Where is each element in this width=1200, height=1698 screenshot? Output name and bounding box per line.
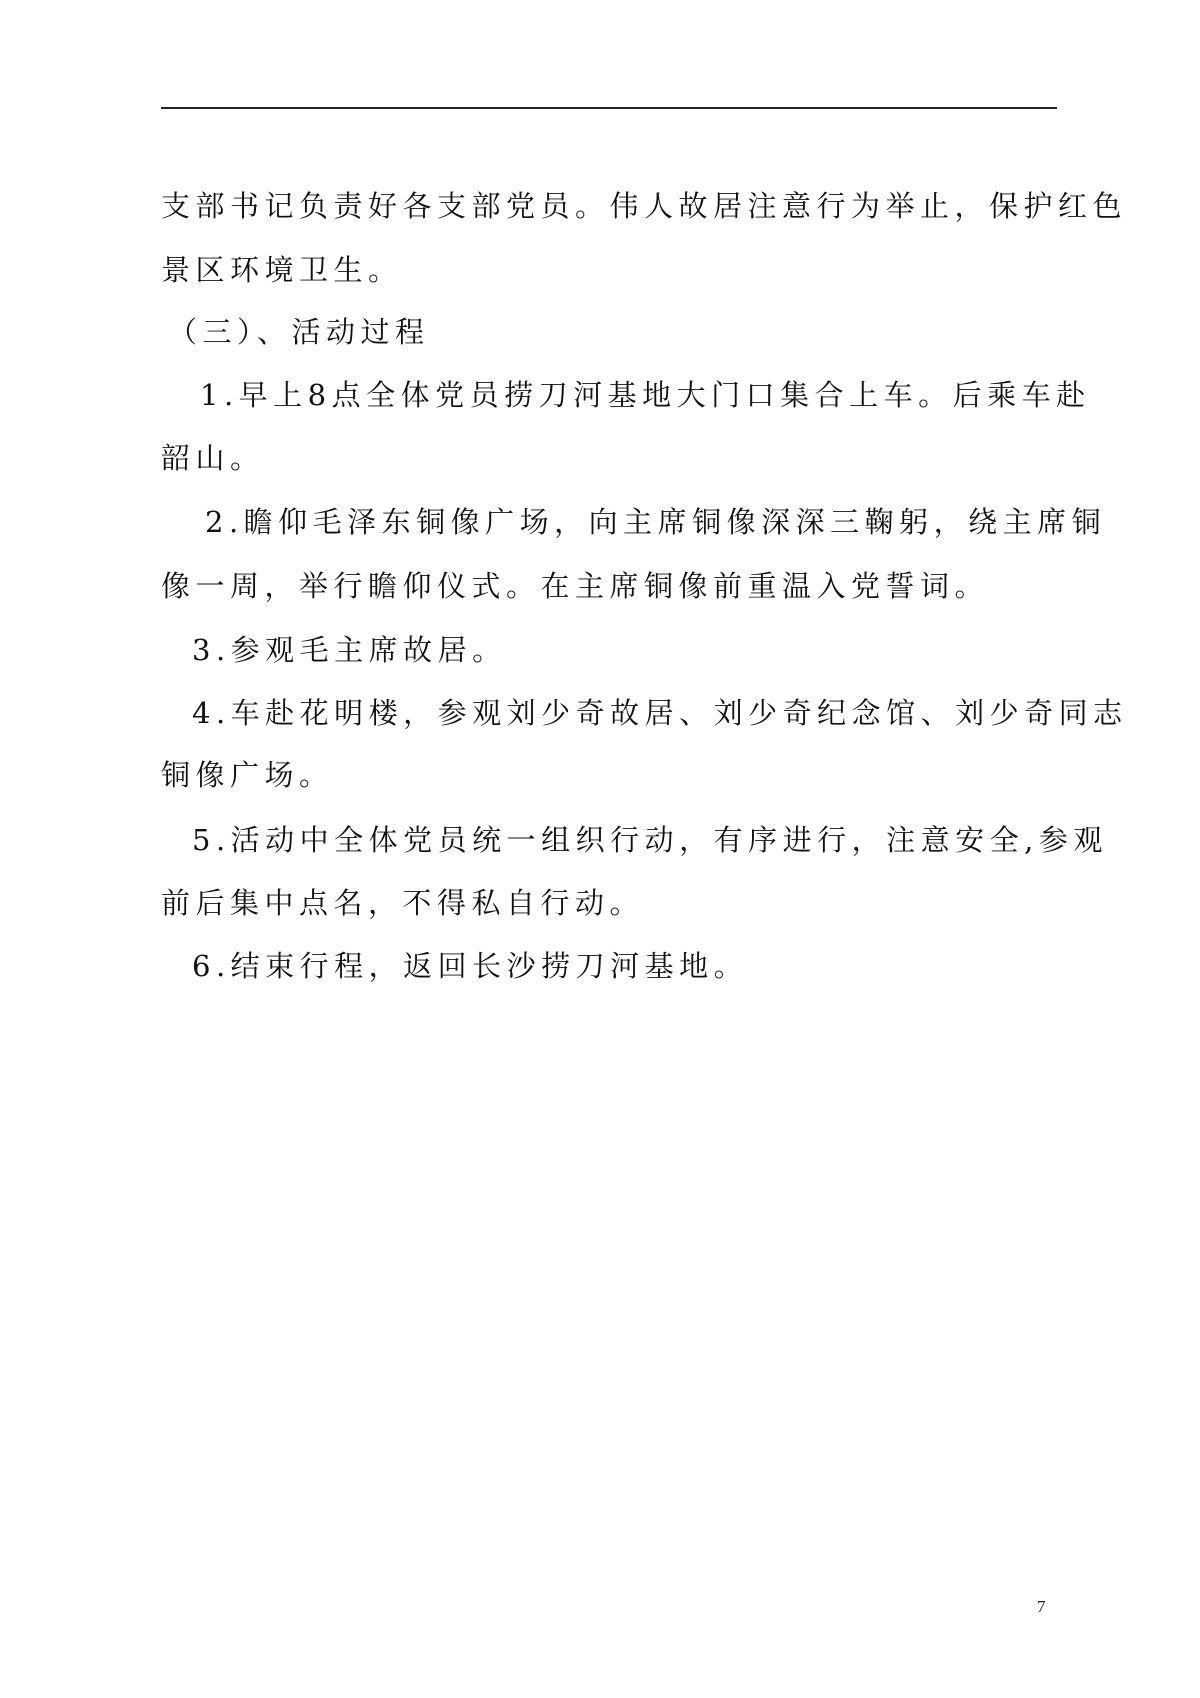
body-line: 前后集中点名，不得私自行动。 [161, 886, 645, 920]
page-number: 7 [1037, 1597, 1046, 1616]
body-line: 像一周，举行瞻仰仪式。在主席铜像前重温入党誓词。 [161, 569, 990, 603]
list-item: 5.活动中全体党员统一组织行动，有序进行，注意安全,参观 [192, 823, 1108, 857]
list-item: 6.结束行程，返回长沙捞刀河基地。 [192, 949, 749, 983]
list-item: 1.早上8点全体党员捞刀河基地大门口集合上车。后乘车赴 [200, 378, 1091, 412]
list-item: 3.参观毛主席故居。 [192, 633, 507, 667]
body-line: 支部书记负责好各支部党员。伟人故居注意行为举止，保护红色 [161, 189, 1128, 223]
body-line: 铜像广场。 [161, 758, 334, 792]
list-item: 2.瞻仰毛泽东铜像广场，向主席铜像深深三鞠躬，绕主席铜 [205, 505, 1107, 539]
list-item: 4.车赴花明楼，参观刘少奇故居、刘少奇纪念馆、刘少奇同志 [192, 696, 1128, 730]
body-line: 景区环境卫生。 [161, 253, 403, 287]
body-line: 韶山。 [161, 441, 265, 475]
section-heading: （三）、活动过程 [168, 315, 430, 349]
header-rule [161, 107, 1057, 109]
